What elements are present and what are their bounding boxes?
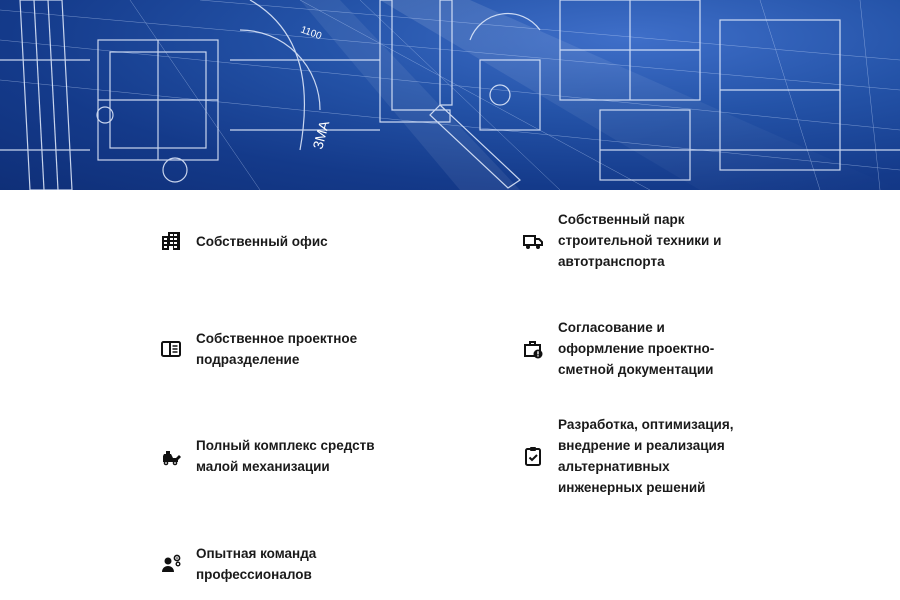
feature-engineering-solutions — [522, 414, 733, 498]
feature-design-department — [160, 328, 357, 370]
blueprint-drawing — [0, 0, 900, 190]
feature-approval-documentation — [522, 317, 714, 380]
feature-label: Собственный парк строительной техники и автотранспорта — [558, 212, 722, 269]
book-icon — [160, 338, 182, 360]
feature-label: Опытная команда профессионалов — [196, 546, 317, 582]
feature-own-office — [160, 230, 328, 252]
feature-label: Согласование и оформление проектно- сметной документации — [558, 320, 715, 377]
hero-dimension-label: 1100 — [298, 24, 323, 43]
truck-icon — [522, 230, 544, 252]
hero-blueprint-banner — [0, 0, 900, 190]
feature-label: Полный комплекс средств малой механизации — [196, 438, 375, 474]
feature-small-mechanization — [160, 435, 375, 477]
loader-vehicle-icon — [160, 445, 182, 467]
team-gear-icon — [160, 553, 182, 575]
feature-label: Собственное проектное подразделение — [196, 331, 358, 367]
briefcase-alert-icon — [522, 338, 544, 360]
office-building-icon — [160, 230, 182, 252]
hero-dimension-label: 3MA — [309, 118, 333, 151]
feature-equipment-fleet — [522, 209, 721, 272]
feature-experienced-team — [160, 543, 316, 585]
feature-label: Разработка, оптимизация, внедрение и реализация альтернативных инженерных решений — [558, 417, 734, 495]
feature-label: Собственный офис — [196, 233, 328, 249]
clipboard-check-icon — [522, 445, 544, 467]
